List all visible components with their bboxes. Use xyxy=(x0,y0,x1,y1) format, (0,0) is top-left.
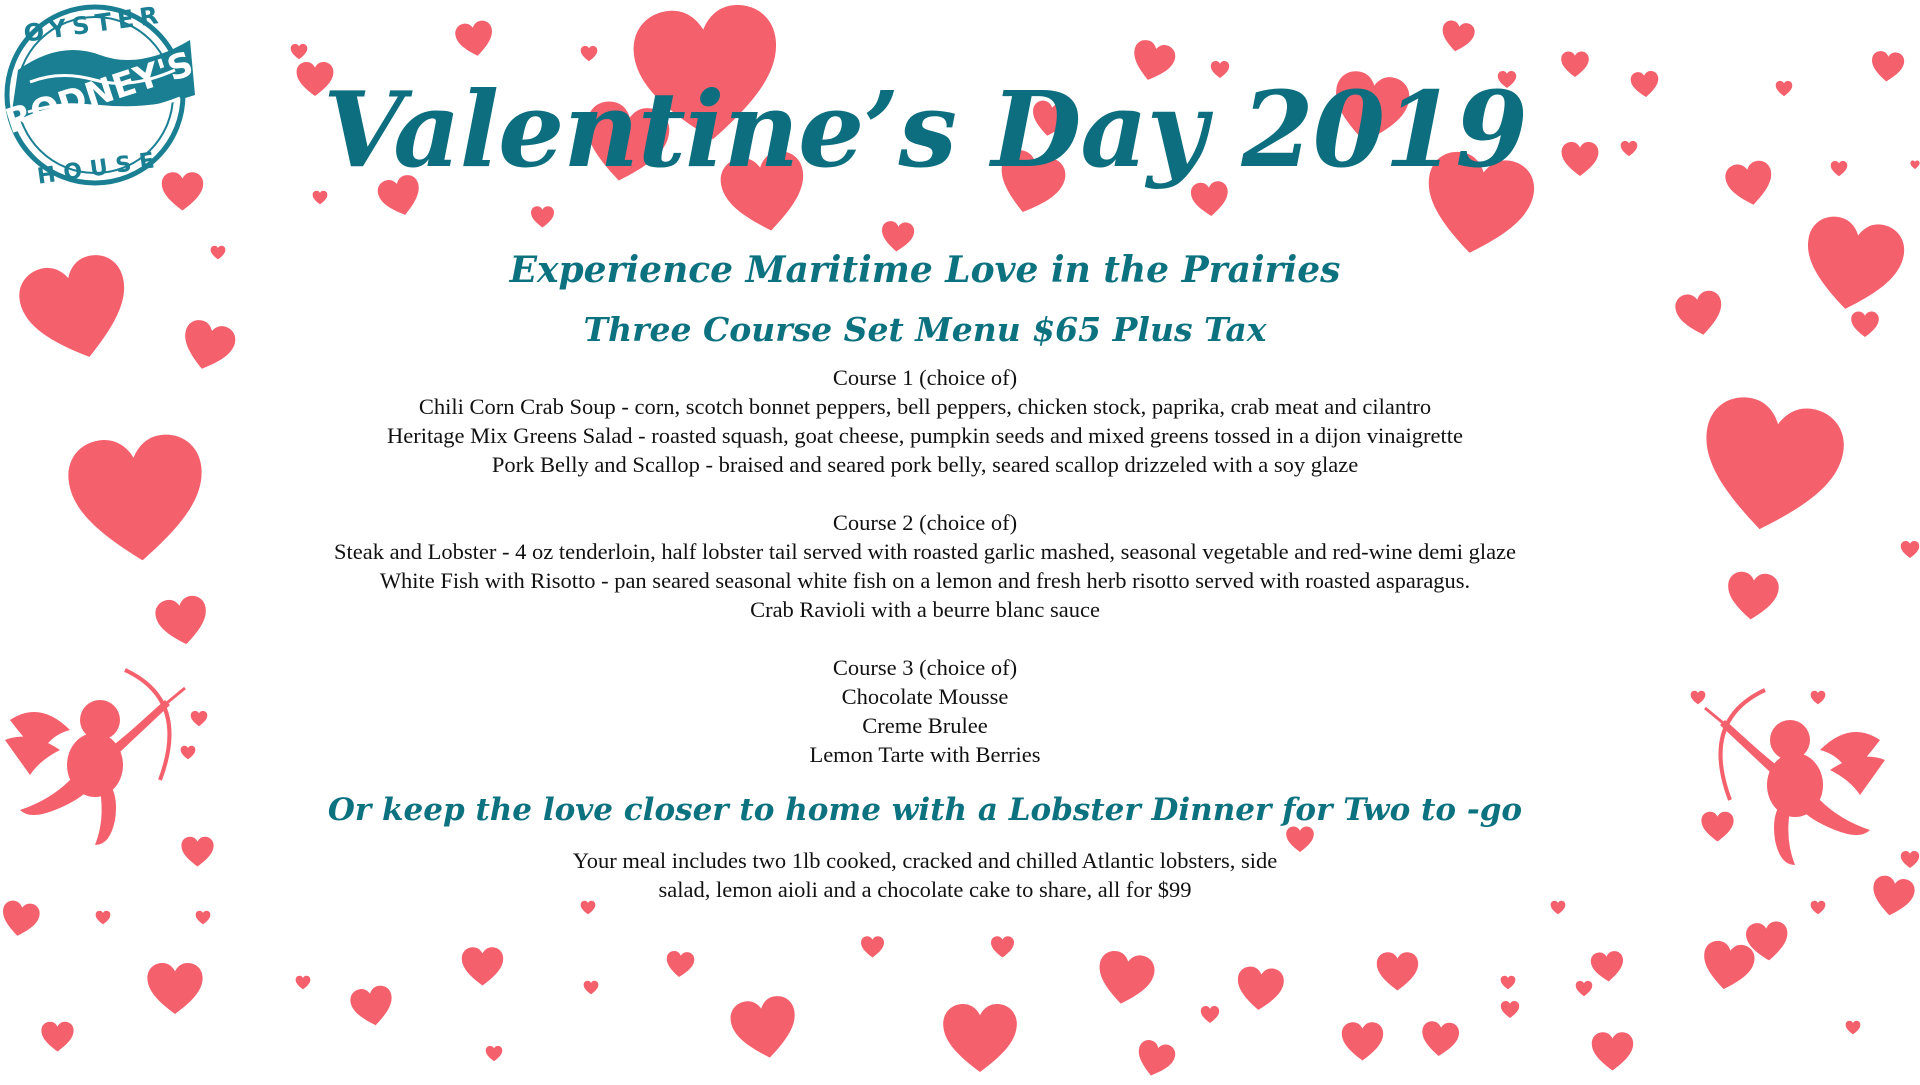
spacer xyxy=(240,479,1610,508)
heart-icon xyxy=(1720,460,1736,476)
menu-item: Creme Brulee xyxy=(862,713,988,738)
heart-icon xyxy=(40,1020,75,1055)
logo-main-text: RODNEY'S xyxy=(0,44,199,143)
heart-icon xyxy=(1721,156,1779,214)
menu-item: Chocolate Mousse xyxy=(841,684,1009,709)
heart-icon xyxy=(0,897,43,943)
logo-top-text: OYSTER xyxy=(21,0,166,48)
heart-icon xyxy=(174,314,241,381)
heart-icon xyxy=(1683,383,1857,557)
heart-icon xyxy=(210,245,226,261)
price-line: Three Course Set Menu $65 Plus Tax xyxy=(583,310,1267,349)
heart-icon xyxy=(1620,140,1638,158)
heart-icon xyxy=(1629,69,1662,102)
menu-item: White Fish with Risotto - pan seared seasonal white fish on a lemon and fresh herb risotto served with roasted asparagus. xyxy=(379,568,1471,593)
menu-item: Heritage Mix Greens Salad - roasted squash, goat cheese, pumpkin seeds and mixed greens tossed in a dijon vinaigrette xyxy=(387,423,1463,448)
heart-icon xyxy=(151,591,215,655)
menu-item: Steak and Lobster - 4 oz tenderloin, half lobster tail served with roasted garlic mashed, seasonal vegetable and red-wine demi glaze xyxy=(333,539,1517,564)
heart-icon xyxy=(1869,49,1907,87)
heart-icon xyxy=(1845,1020,1861,1036)
menu-item: Chili Corn Crab Soup - corn, scotch bonnet peppers, bell peppers, chicken stock, paprika, crab meat and cilantro xyxy=(418,394,1432,419)
togo-heading: Or keep the love closer to home with a Lobster Dinner for Two to -go xyxy=(327,792,1523,828)
togo-description xyxy=(240,846,1610,904)
heart-icon xyxy=(1850,310,1880,340)
heart-icon xyxy=(145,960,205,1020)
heart-icon xyxy=(1900,850,1920,870)
course-heading: Course 3 (choice of) xyxy=(832,655,1018,680)
heart-icon xyxy=(95,910,111,926)
togo-line: Your meal includes two 1lb cooked, cracked and chilled Atlantic lobsters, side xyxy=(572,848,1278,873)
course-heading: Course 1 (choice of) xyxy=(832,365,1018,390)
page-title: Valentine’s Day 2019 xyxy=(323,68,1527,191)
heart-icon xyxy=(1830,160,1848,178)
cupid-icon xyxy=(1690,680,1890,880)
heart-icon xyxy=(1696,936,1760,1000)
course-menu xyxy=(240,363,1610,769)
course-heading: Course 2 (choice of) xyxy=(832,510,1018,535)
heart-icon xyxy=(59,424,216,581)
subtitle: Experience Maritime Love in the Prairies xyxy=(509,249,1341,291)
heart-icon xyxy=(195,910,211,926)
rodneys-oyster-house-logo xyxy=(0,0,200,190)
togo-line: salad, lemon aioli and a chocolate cake to share, all for $99 xyxy=(658,877,1192,902)
cupid-icon xyxy=(0,660,200,860)
heart-icon xyxy=(7,242,148,383)
heart-icon xyxy=(1671,286,1729,344)
menu-item: Pork Belly and Scallop - braised and seared pork belly, seared scallop drizzeled with a soy glaze xyxy=(491,452,1359,477)
heart-icon xyxy=(1723,568,1783,628)
logo-bottom-text: HOUSE xyxy=(35,147,164,190)
heart-icon xyxy=(1910,160,1920,170)
menu-item: Lemon Tarte with Berries xyxy=(809,742,1041,767)
spacer xyxy=(240,624,1610,653)
menu-item: Crab Ravioli with a beurre blanc sauce xyxy=(750,597,1100,622)
menu-content xyxy=(240,0,1610,1080)
heart-icon xyxy=(1810,900,1826,916)
heart-icon xyxy=(1775,80,1793,98)
heart-icon xyxy=(1900,540,1920,560)
